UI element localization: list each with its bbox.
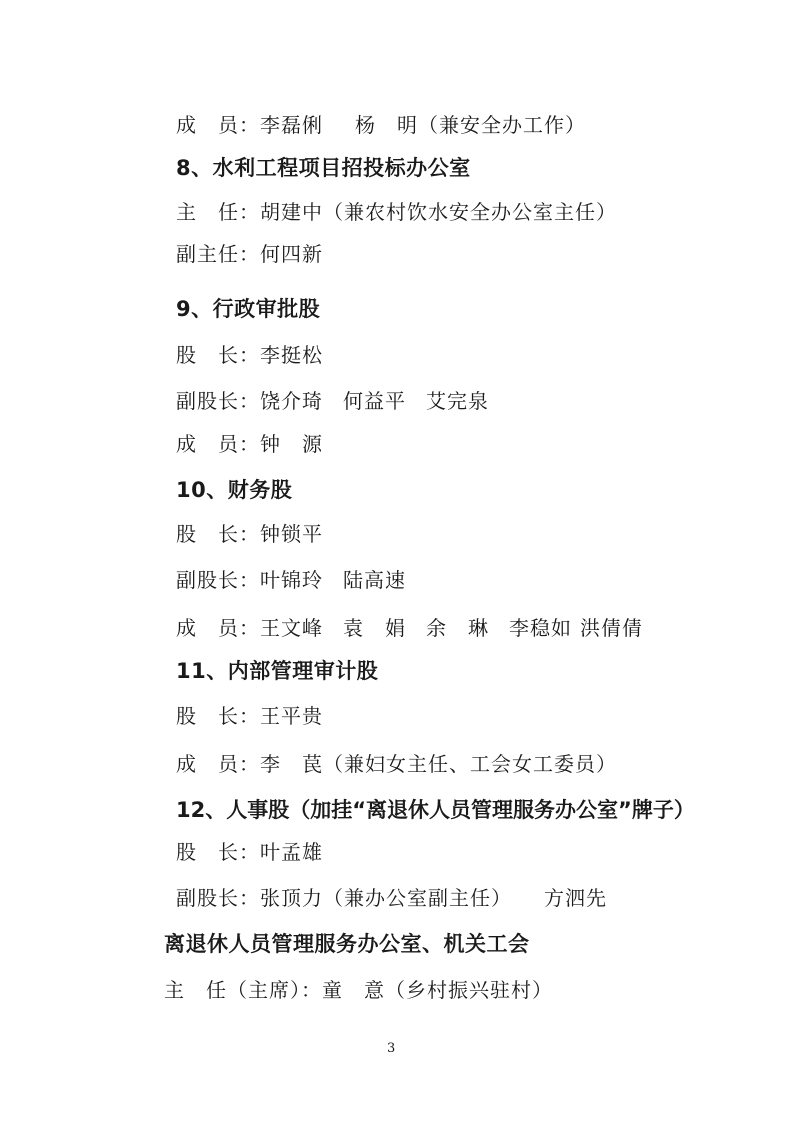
member-line — [176, 838, 323, 866]
member-line — [176, 614, 643, 642]
member-line — [176, 430, 323, 458]
section-heading: 10、财务股 — [176, 478, 293, 502]
role-label: 主 任： — [176, 200, 260, 224]
role-label: 股 长： — [176, 522, 260, 546]
member-line — [176, 240, 323, 268]
section-heading: 11、内部管理审计股 — [176, 659, 379, 683]
role-label: 股 长： — [176, 840, 260, 864]
member-line — [176, 884, 607, 912]
person-name: 钟 源 — [260, 432, 323, 456]
person-name: 洪倩倩 — [580, 616, 643, 640]
role-label: 成 员： — [176, 113, 260, 137]
person-name: 王平贵 — [260, 704, 323, 728]
member-line — [176, 341, 323, 369]
member-line — [176, 111, 586, 139]
person-name: 余 琳 — [426, 616, 489, 640]
member-line — [176, 750, 617, 778]
person-name: 胡建中（兼农村饮水安全办公室主任） — [260, 200, 617, 224]
role-label: 成 员： — [176, 432, 260, 456]
role-label: 副股长： — [176, 389, 260, 413]
member-line — [176, 520, 323, 548]
member-line — [176, 566, 406, 594]
person-name: 李稳如 — [509, 616, 572, 640]
person-name: 陆高速 — [343, 568, 406, 592]
role-label: 成 员： — [176, 616, 260, 640]
person-name: 袁 娟 — [343, 616, 406, 640]
person-name: 叶孟雄 — [260, 840, 323, 864]
role-label: 副股长： — [176, 568, 260, 592]
role-label: 副主任： — [176, 242, 260, 266]
person-name: 饶介琦 — [260, 389, 323, 413]
role-label: 股 长： — [176, 343, 260, 367]
page-number: 3 — [387, 1041, 396, 1056]
person-name: 童 意（乡村振兴驻村） — [322, 978, 553, 1002]
person-name: 李 苠（兼妇女主任、工会女工委员） — [260, 752, 617, 776]
person-name: 何四新 — [260, 242, 323, 266]
member-line — [176, 387, 489, 415]
person-name: 方泗先 — [544, 886, 607, 910]
member-line — [164, 976, 553, 1004]
person-name: 王文峰 — [260, 616, 323, 640]
section-heading: 离退休人员管理服务办公室、机关工会 — [164, 932, 530, 956]
member-line — [176, 702, 323, 730]
section-heading: 8、水利工程项目招投标办公室 — [176, 156, 471, 180]
person-name: 艾完泉 — [426, 389, 489, 413]
person-name: 叶锦玲 — [260, 568, 323, 592]
section-heading: 12、人事股（加挂“离退休人员管理服务办公室”牌子） — [176, 798, 695, 822]
person-name: 张顶力（兼办公室副主任） — [260, 886, 512, 910]
role-label: 股 长： — [176, 704, 260, 728]
person-name: 李磊俐 — [260, 113, 323, 137]
person-name: 李挺松 — [260, 343, 323, 367]
section-heading: 9、行政审批股 — [176, 297, 321, 321]
person-name: 杨 明（兼安全办工作） — [355, 113, 586, 137]
member-line — [176, 198, 617, 226]
role-label: 副股长： — [176, 886, 260, 910]
role-label: 成 员： — [176, 752, 260, 776]
person-name: 何益平 — [343, 389, 406, 413]
person-name: 钟锁平 — [260, 522, 323, 546]
role-label: 主 任（主席）： — [164, 978, 322, 1002]
